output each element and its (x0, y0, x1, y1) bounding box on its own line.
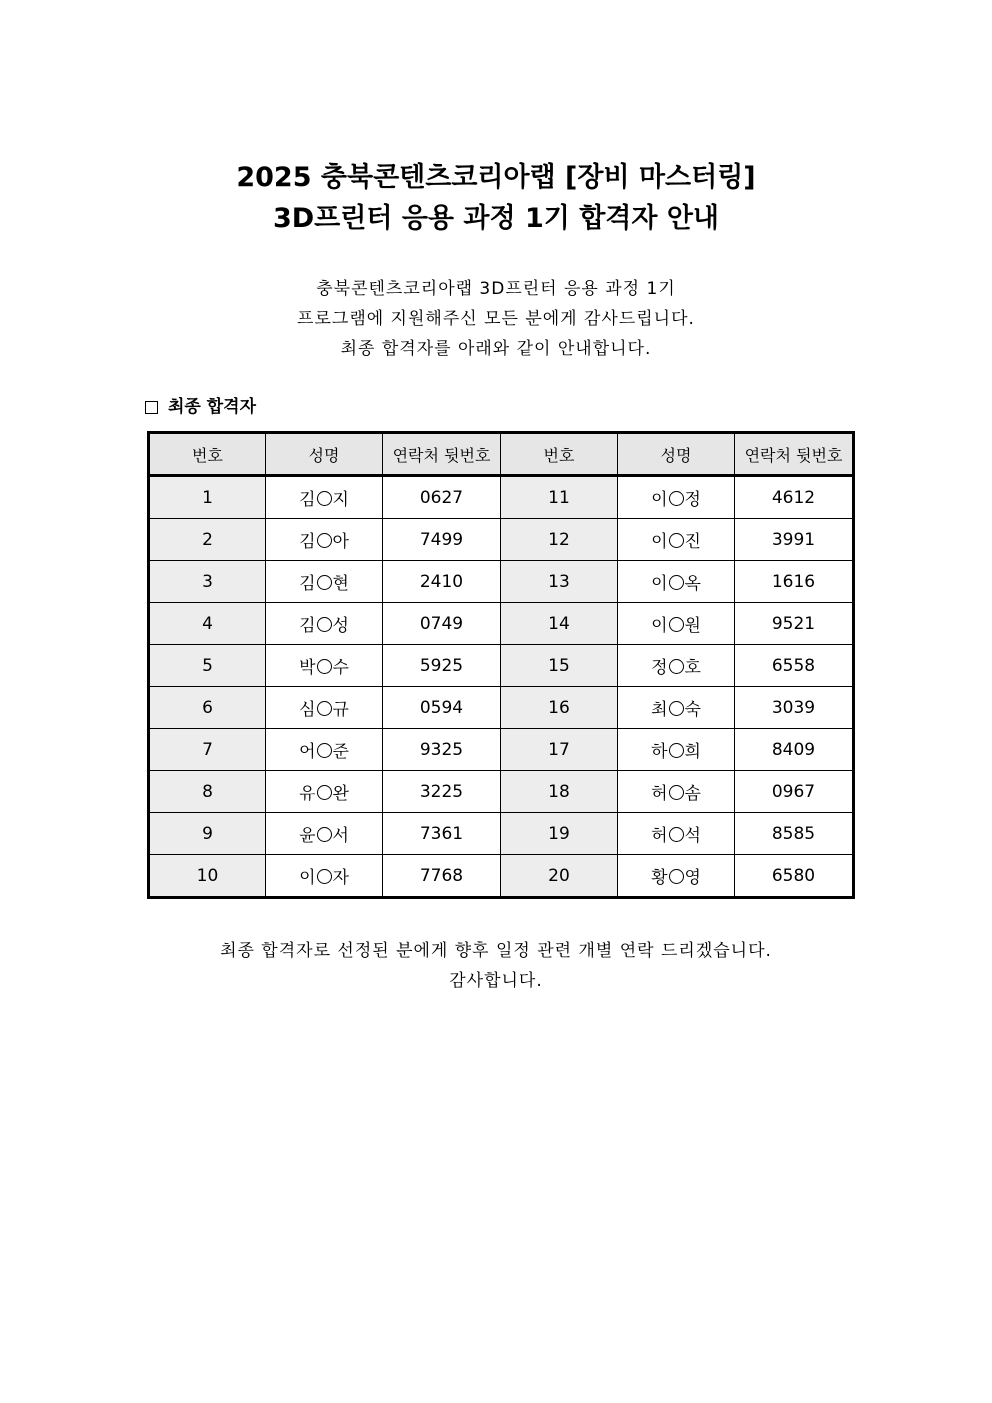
surname: 김 (299, 574, 316, 594)
surname: 황 (651, 868, 668, 888)
number-cell-left: 8 (149, 771, 266, 813)
masked-char-circle-icon (669, 491, 684, 506)
given-name-last: 진 (684, 532, 701, 552)
phone-cell-left: 3225 (383, 771, 501, 813)
masked-char-circle-icon (317, 785, 332, 800)
number-cell-left: 4 (149, 603, 266, 645)
phone-cell-left: 7499 (383, 519, 501, 561)
given-name-last: 원 (684, 616, 701, 636)
number-cell-left: 6 (149, 687, 266, 729)
phone-cell-right: 6580 (735, 855, 854, 898)
table-row (149, 687, 854, 729)
phone-cell-right: 4612 (735, 476, 854, 519)
table-row (149, 561, 854, 603)
name-cell-right (618, 645, 735, 687)
title-line-1: 2025 충북콘텐츠코리아랩 [장비 마스터링] (236, 162, 756, 193)
name-cell-left (266, 561, 383, 603)
header-phone-right: 연락처 뒷번호 (735, 433, 854, 476)
number-cell-left: 5 (149, 645, 266, 687)
header-name-right: 성명 (618, 433, 735, 476)
masked-char-circle-icon (317, 743, 332, 758)
table-row (149, 476, 854, 519)
number-cell-right: 18 (501, 771, 618, 813)
name-cell-right (618, 561, 735, 603)
name-cell-right (618, 476, 735, 519)
phone-cell-right: 3991 (735, 519, 854, 561)
phone-cell-right: 9521 (735, 603, 854, 645)
header-number-left: 번호 (149, 433, 266, 476)
given-name-last: 수 (332, 658, 349, 678)
name-cell-left (266, 729, 383, 771)
number-cell-right: 11 (501, 476, 618, 519)
results-table (147, 431, 855, 899)
phone-cell-left: 0594 (383, 687, 501, 729)
empty-box-icon (145, 401, 158, 414)
given-name-last: 규 (332, 700, 349, 720)
phone-cell-left: 7361 (383, 813, 501, 855)
given-name-last: 정 (684, 490, 701, 510)
number-cell-left: 7 (149, 729, 266, 771)
closing-line-1: 최종 합격자로 선정된 분에게 향후 일정 관련 개별 연락 드리겠습니다. (220, 941, 772, 961)
intro-line-2: 프로그램에 지원해주신 모든 분에게 감사드립니다. (297, 309, 695, 329)
given-name-last: 준 (332, 742, 349, 762)
table-row (149, 813, 854, 855)
masked-char-circle-icon (317, 575, 332, 590)
given-name-last: 자 (332, 868, 349, 888)
masked-char-circle-icon (669, 659, 684, 674)
title-line-2: 3D프린터 응용 과정 1기 합격자 안내 (272, 203, 720, 234)
given-name-last: 솜 (684, 784, 701, 804)
masked-char-circle-icon (669, 617, 684, 632)
name-cell-left (266, 476, 383, 519)
section-heading-label: 최종 합격자 (168, 397, 257, 417)
number-cell-left: 3 (149, 561, 266, 603)
name-cell-left (266, 645, 383, 687)
number-cell-left: 2 (149, 519, 266, 561)
surname: 윤 (299, 826, 316, 846)
phone-cell-right: 0967 (735, 771, 854, 813)
masked-char-circle-icon (317, 533, 332, 548)
surname: 허 (651, 784, 668, 804)
given-name-last: 옥 (684, 574, 701, 594)
name-cell-left (266, 519, 383, 561)
number-cell-right: 17 (501, 729, 618, 771)
surname: 어 (299, 742, 316, 762)
phone-cell-right: 6558 (735, 645, 854, 687)
table-row (149, 645, 854, 687)
number-cell-right: 14 (501, 603, 618, 645)
intro-line-3: 최종 합격자를 아래와 같이 안내합니다. (340, 339, 652, 359)
table-header-row (149, 433, 854, 476)
name-cell-right (618, 687, 735, 729)
masked-char-circle-icon (317, 659, 332, 674)
header-phone-left: 연락처 뒷번호 (383, 433, 501, 476)
masked-char-circle-icon (669, 785, 684, 800)
number-cell-right: 12 (501, 519, 618, 561)
masked-char-circle-icon (669, 533, 684, 548)
phone-cell-right: 1616 (735, 561, 854, 603)
surname: 유 (299, 784, 316, 804)
masked-char-circle-icon (669, 869, 684, 884)
masked-char-circle-icon (317, 701, 332, 716)
phone-cell-right: 3039 (735, 687, 854, 729)
masked-char-circle-icon (669, 701, 684, 716)
given-name-last: 영 (684, 868, 701, 888)
surname: 이 (651, 616, 668, 636)
table-row (149, 771, 854, 813)
number-cell-left: 10 (149, 855, 266, 898)
phone-cell-left: 0627 (383, 476, 501, 519)
name-cell-left (266, 687, 383, 729)
surname: 이 (299, 868, 316, 888)
name-cell-right (618, 603, 735, 645)
masked-char-circle-icon (317, 617, 332, 632)
surname: 심 (299, 700, 316, 720)
masked-char-circle-icon (669, 743, 684, 758)
surname: 정 (651, 658, 668, 678)
table-row (149, 519, 854, 561)
given-name-last: 서 (332, 826, 349, 846)
number-cell-right: 13 (501, 561, 618, 603)
number-cell-right: 20 (501, 855, 618, 898)
surname: 이 (651, 574, 668, 594)
section-heading (143, 393, 256, 421)
phone-cell-left: 7768 (383, 855, 501, 898)
number-cell-left: 1 (149, 476, 266, 519)
given-name-last: 희 (684, 742, 701, 762)
table-body (149, 476, 854, 898)
name-cell-left (266, 771, 383, 813)
surname: 김 (299, 532, 316, 552)
phone-cell-left: 5925 (383, 645, 501, 687)
phone-cell-right: 8585 (735, 813, 854, 855)
table-row (149, 855, 854, 898)
name-cell-right (618, 813, 735, 855)
name-cell-right (618, 519, 735, 561)
phone-cell-left: 2410 (383, 561, 501, 603)
surname: 김 (299, 490, 316, 510)
masked-char-circle-icon (669, 575, 684, 590)
phone-cell-right: 8409 (735, 729, 854, 771)
given-name-last: 숙 (684, 700, 701, 720)
masked-char-circle-icon (317, 827, 332, 842)
number-cell-right: 16 (501, 687, 618, 729)
given-name-last: 아 (332, 532, 349, 552)
given-name-last: 현 (332, 574, 349, 594)
header-number-right: 번호 (501, 433, 618, 476)
surname: 김 (299, 616, 316, 636)
masked-char-circle-icon (669, 827, 684, 842)
name-cell-right (618, 855, 735, 898)
given-name-last: 완 (332, 784, 349, 804)
given-name-last: 지 (332, 490, 349, 510)
masked-char-circle-icon (317, 869, 332, 884)
header-name-left: 성명 (266, 433, 383, 476)
given-name-last: 호 (684, 658, 701, 678)
surname: 허 (651, 826, 668, 846)
table-row (149, 729, 854, 771)
name-cell-right (618, 771, 735, 813)
surname: 이 (651, 490, 668, 510)
phone-cell-left: 9325 (383, 729, 501, 771)
name-cell-left (266, 855, 383, 898)
surname: 이 (651, 532, 668, 552)
masked-char-circle-icon (317, 491, 332, 506)
given-name-last: 석 (684, 826, 701, 846)
closing-line-2: 감사합니다. (449, 971, 543, 991)
surname: 하 (651, 742, 668, 762)
surname: 박 (299, 658, 316, 678)
number-cell-right: 15 (501, 645, 618, 687)
name-cell-left (266, 603, 383, 645)
surname: 최 (651, 700, 668, 720)
given-name-last: 성 (332, 616, 349, 636)
table-row (149, 603, 854, 645)
name-cell-right (618, 729, 735, 771)
intro-line-1: 충북콘텐츠코리아랩 3D프린터 응용 과정 1기 (316, 279, 676, 299)
number-cell-left: 9 (149, 813, 266, 855)
number-cell-right: 19 (501, 813, 618, 855)
name-cell-left (266, 813, 383, 855)
phone-cell-left: 0749 (383, 603, 501, 645)
